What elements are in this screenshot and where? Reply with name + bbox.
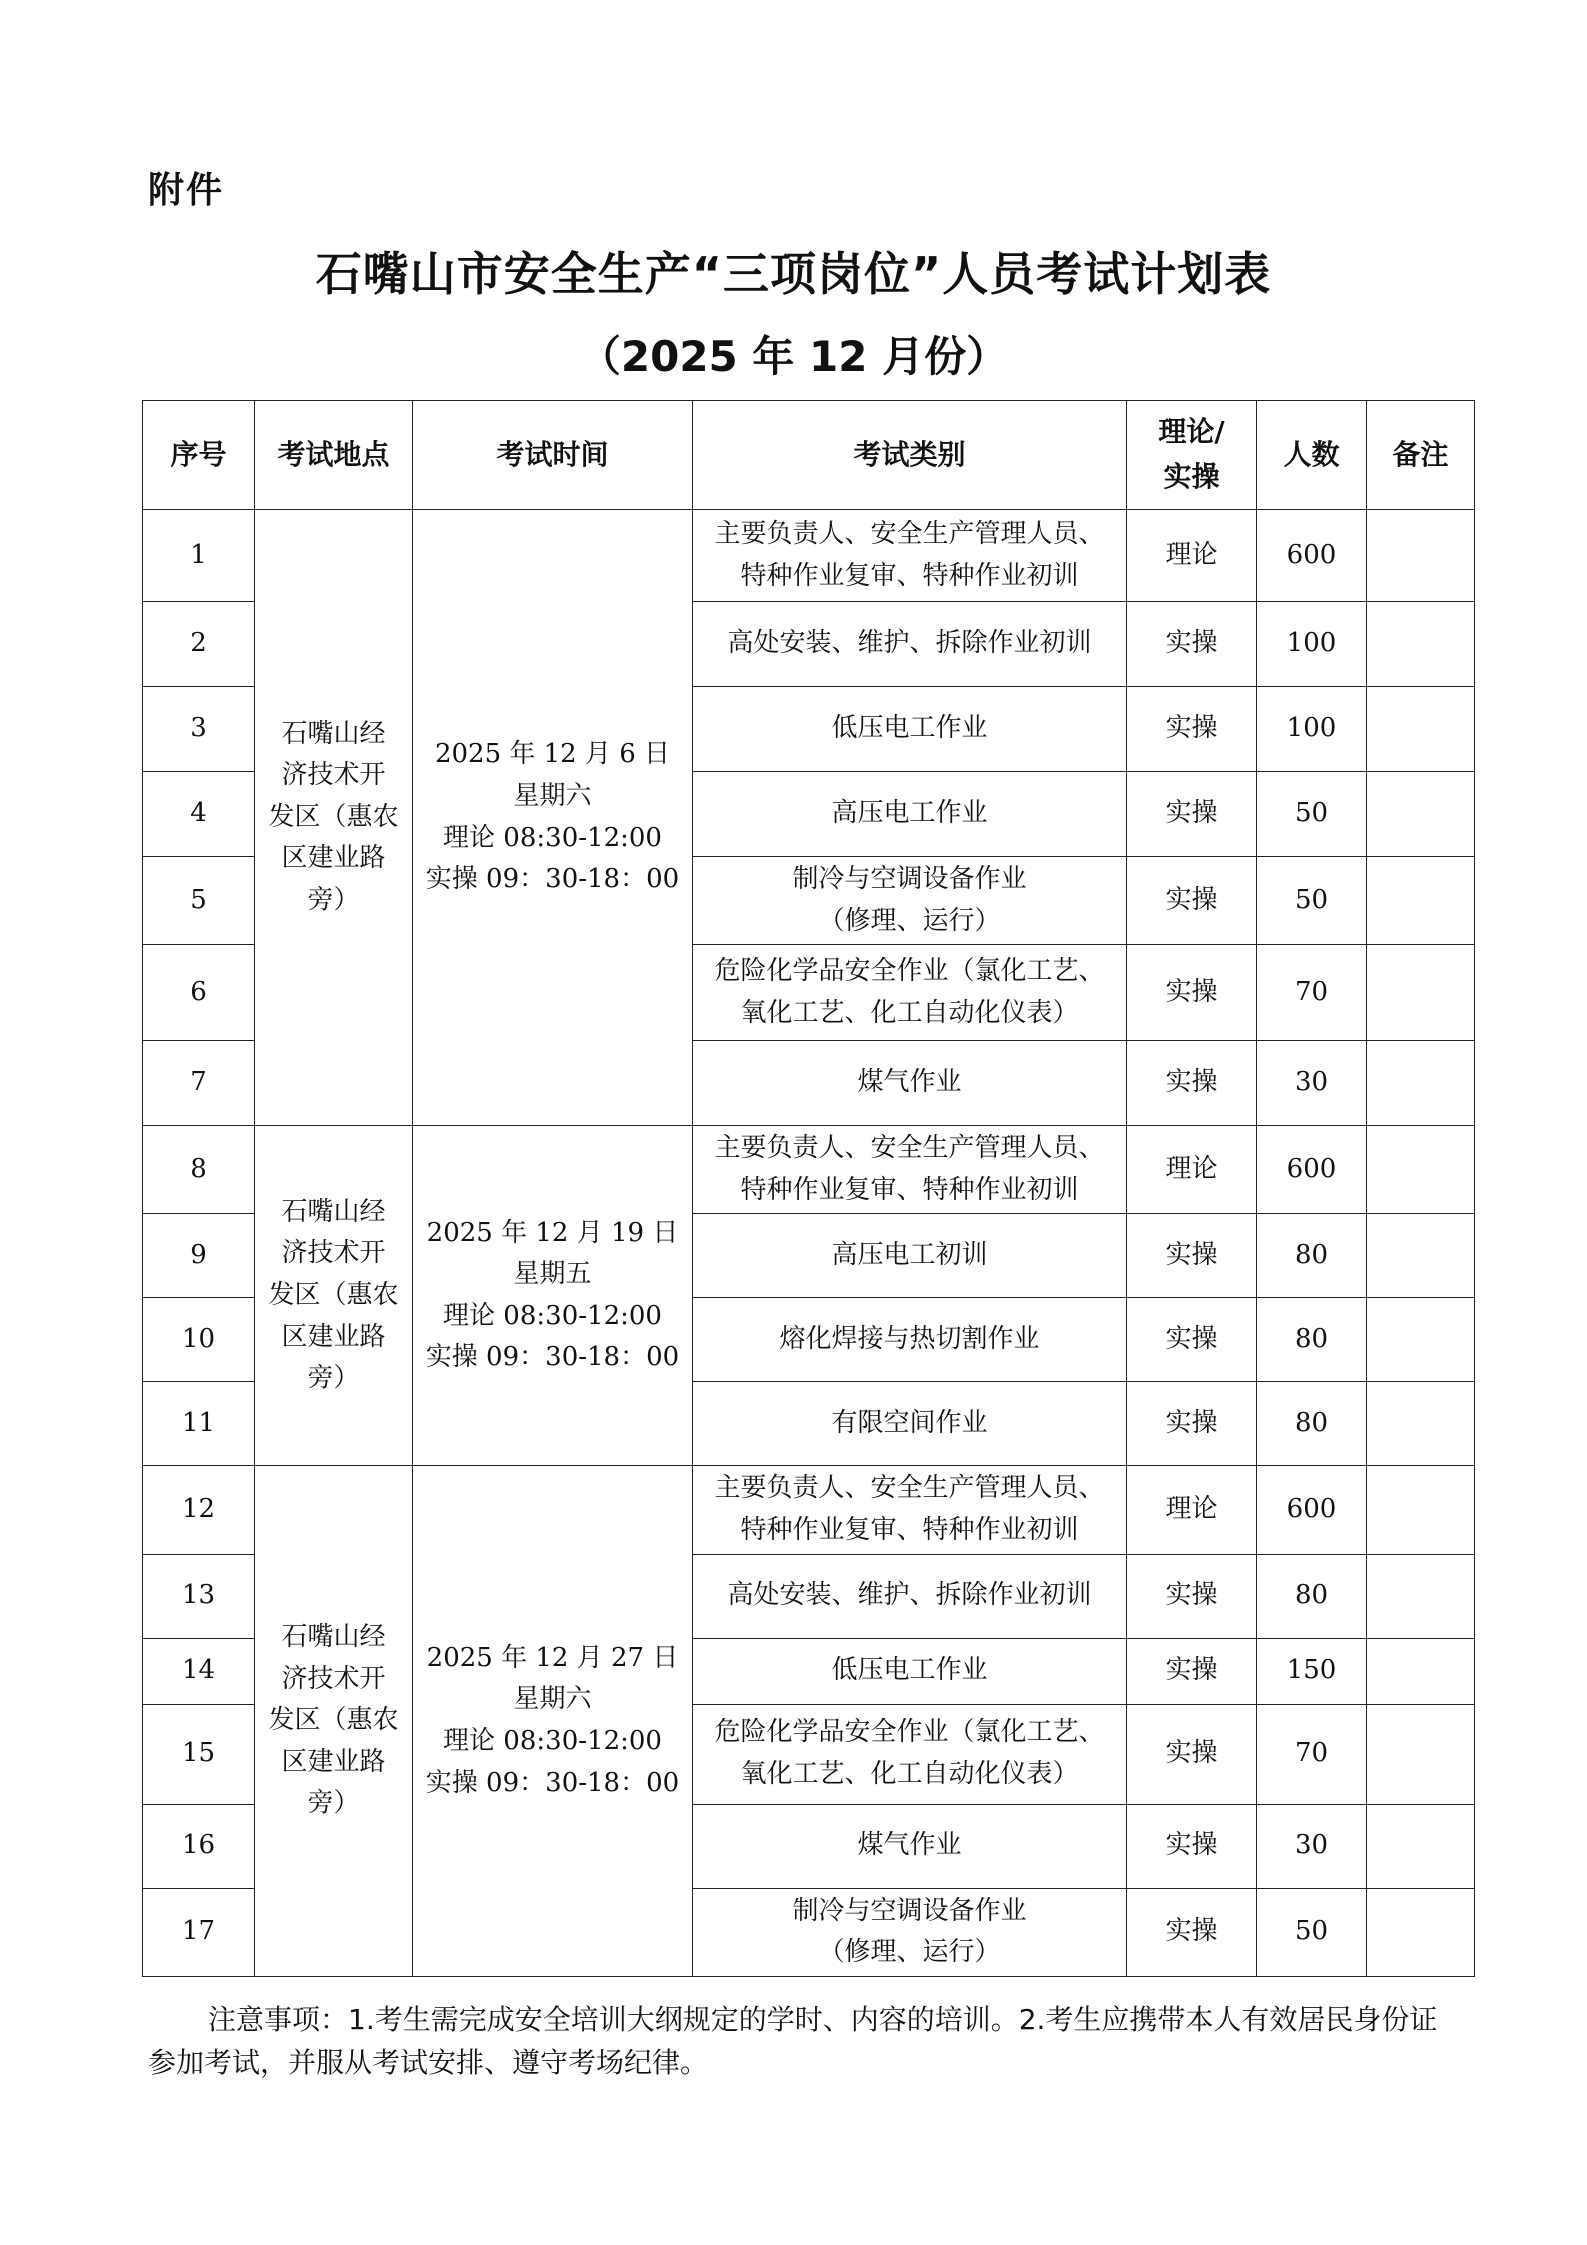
- exam-location: 石嘴山经 济技术开 发区（惠农 区建业路 旁）: [255, 1466, 413, 1976]
- exam-type: 实操: [1127, 772, 1257, 857]
- exam-count: 100: [1257, 687, 1367, 772]
- table-row: [143, 1126, 1475, 1214]
- row-number: 8: [143, 1126, 255, 1214]
- exam-weekday: 星期六: [513, 1684, 592, 1715]
- exam-category: 制冷与空调设备作业 （修理、运行）: [693, 857, 1127, 945]
- exam-category: 主要负责人、安全生产管理人员、 特种作业复审、特种作业初训: [693, 1466, 1127, 1554]
- row-number: 6: [143, 945, 255, 1041]
- exam-weekday: 星期五: [513, 1259, 592, 1290]
- exam-type: 理论: [1127, 510, 1257, 602]
- exam-location: 石嘴山经 济技术开 发区（惠农 区建业路 旁）: [255, 510, 413, 1126]
- remark: [1367, 510, 1475, 602]
- exam-count: 100: [1257, 602, 1367, 687]
- remark: [1367, 1126, 1475, 1214]
- remark: [1367, 945, 1475, 1041]
- exam-type: 理论: [1127, 1466, 1257, 1554]
- exam-type: 实操: [1127, 1382, 1257, 1466]
- exam-category: 煤气作业: [693, 1041, 1127, 1126]
- exam-count: 70: [1257, 1704, 1367, 1804]
- exam-count: 600: [1257, 1466, 1367, 1554]
- exam-category: 危险化学品安全作业（氯化工艺、 氧化工艺、化工自动化仪表）: [693, 945, 1127, 1041]
- row-number: 14: [143, 1638, 255, 1704]
- exam-type: 实操: [1127, 687, 1257, 772]
- exam-weekday: 星期六: [513, 781, 592, 811]
- remark: [1367, 772, 1475, 857]
- notes-paragraph: 注意事项：1.考生需完成安全培训大纲规定的学时、内容的培训。2.考生应携带本人有效居民身份证参加考试，并服从考试安排、遵守考场纪律。: [148, 2003, 1438, 2080]
- exam-count: 70: [1257, 945, 1367, 1041]
- header-category: 考试类别: [693, 401, 1127, 510]
- exam-category: 低压电工作业: [693, 1638, 1127, 1704]
- exam-count: 30: [1257, 1041, 1367, 1126]
- exam-count: 50: [1257, 772, 1367, 857]
- row-number: 3: [143, 687, 255, 772]
- exam-type: 实操: [1127, 1704, 1257, 1804]
- exam-category: 主要负责人、安全生产管理人员、 特种作业复审、特种作业初训: [693, 1126, 1127, 1214]
- header-time: 考试时间: [413, 401, 693, 510]
- row-number: 7: [143, 1041, 255, 1126]
- exam-time: [413, 510, 693, 1126]
- exam-count: 80: [1257, 1298, 1367, 1382]
- remark: [1367, 1298, 1475, 1382]
- exam-category: 高处安装、维护、拆除作业初训: [693, 1554, 1127, 1638]
- row-number: 4: [143, 772, 255, 857]
- exam-time: [413, 1466, 693, 1976]
- page-subtitle: （2025 年 12 月份）: [578, 332, 1009, 381]
- remark: [1367, 1638, 1475, 1704]
- header-remark: 备注: [1367, 401, 1475, 510]
- table-row: [143, 510, 1475, 602]
- row-number: 17: [143, 1888, 255, 1976]
- remark: [1367, 1804, 1475, 1888]
- header-row: [143, 401, 1475, 510]
- remark: [1367, 1466, 1475, 1554]
- practical-time: 实操 09：30-18：00: [425, 864, 680, 895]
- header-no: 序号: [143, 401, 255, 510]
- row-number: 11: [143, 1382, 255, 1466]
- exam-type: 实操: [1127, 1298, 1257, 1382]
- row-number: 2: [143, 602, 255, 687]
- remark: [1367, 1554, 1475, 1638]
- remark: [1367, 857, 1475, 945]
- remark: [1367, 602, 1475, 687]
- exam-type: 实操: [1127, 1638, 1257, 1704]
- attachment-label: 附件: [148, 170, 225, 211]
- exam-category: 制冷与空调设备作业 （修理、运行）: [693, 1888, 1127, 1976]
- exam-time: [413, 1126, 693, 1466]
- practical-time: 实操 09：30-18：00: [425, 1342, 680, 1373]
- exam-type: 实操: [1127, 1554, 1257, 1638]
- theory-time: 理论 08:30-12:00: [443, 1300, 662, 1331]
- exam-category: 煤气作业: [693, 1804, 1127, 1888]
- header-type: 理论/ 实操: [1127, 401, 1257, 510]
- page-title: 石嘴山市安全生产“三项岗位”人员考试计划表: [315, 247, 1272, 301]
- remark: [1367, 1214, 1475, 1298]
- row-number: 12: [143, 1466, 255, 1554]
- row-number: 1: [143, 510, 255, 602]
- exam-count: 80: [1257, 1554, 1367, 1638]
- exam-count: 600: [1257, 1126, 1367, 1214]
- exam-category: 高处安装、维护、拆除作业初训: [693, 602, 1127, 687]
- exam-type: 实操: [1127, 857, 1257, 945]
- exam-category: 高压电工初训: [693, 1214, 1127, 1298]
- exam-count: 50: [1257, 1888, 1367, 1976]
- practical-time: 实操 09：30-18：00: [425, 1767, 680, 1798]
- remark: [1367, 1704, 1475, 1804]
- exam-date: 2025 年 12 月 19 日: [426, 1217, 679, 1248]
- exam-type: 实操: [1127, 945, 1257, 1041]
- row-number: 16: [143, 1804, 255, 1888]
- exam-count: 600: [1257, 510, 1367, 602]
- row-number: 13: [143, 1554, 255, 1638]
- remark: [1367, 1382, 1475, 1466]
- exam-category: 低压电工作业: [693, 687, 1127, 772]
- exam-category: 有限空间作业: [693, 1382, 1127, 1466]
- header-location: 考试地点: [255, 401, 413, 510]
- exam-type: 实操: [1127, 602, 1257, 687]
- exam-date: 2025 年 12 月 27 日: [426, 1642, 679, 1673]
- exam-type: 实操: [1127, 1888, 1257, 1976]
- exam-plan-table: [142, 400, 1475, 1977]
- row-number: 9: [143, 1214, 255, 1298]
- table-row: [143, 1466, 1475, 1554]
- exam-type: 实操: [1127, 1214, 1257, 1298]
- row-number: 5: [143, 857, 255, 945]
- exam-category: 熔化焊接与热切割作业: [693, 1298, 1127, 1382]
- exam-category: 主要负责人、安全生产管理人员、 特种作业复审、特种作业初训: [693, 510, 1127, 602]
- exam-type: 理论: [1127, 1126, 1257, 1214]
- exam-category: 高压电工作业: [693, 772, 1127, 857]
- theory-time: 理论 08:30-12:00: [443, 822, 662, 853]
- exam-count: 80: [1257, 1382, 1367, 1466]
- header-count: 人数: [1257, 401, 1367, 510]
- exam-count: 30: [1257, 1804, 1367, 1888]
- theory-time: 理论 08:30-12:00: [443, 1726, 662, 1757]
- exam-count: 80: [1257, 1214, 1367, 1298]
- exam-count: 50: [1257, 857, 1367, 945]
- remark: [1367, 1041, 1475, 1126]
- row-number: 10: [143, 1298, 255, 1382]
- exam-type: 实操: [1127, 1041, 1257, 1126]
- row-number: 15: [143, 1704, 255, 1804]
- remark: [1367, 1888, 1475, 1976]
- exam-date: 2025 年 12 月 6 日: [434, 739, 671, 770]
- exam-category: 危险化学品安全作业（氯化工艺、 氧化工艺、化工自动化仪表）: [693, 1704, 1127, 1804]
- exam-type: 实操: [1127, 1804, 1257, 1888]
- exam-location: 石嘴山经 济技术开 发区（惠农 区建业路 旁）: [255, 1126, 413, 1466]
- exam-count: 150: [1257, 1638, 1367, 1704]
- remark: [1367, 687, 1475, 772]
